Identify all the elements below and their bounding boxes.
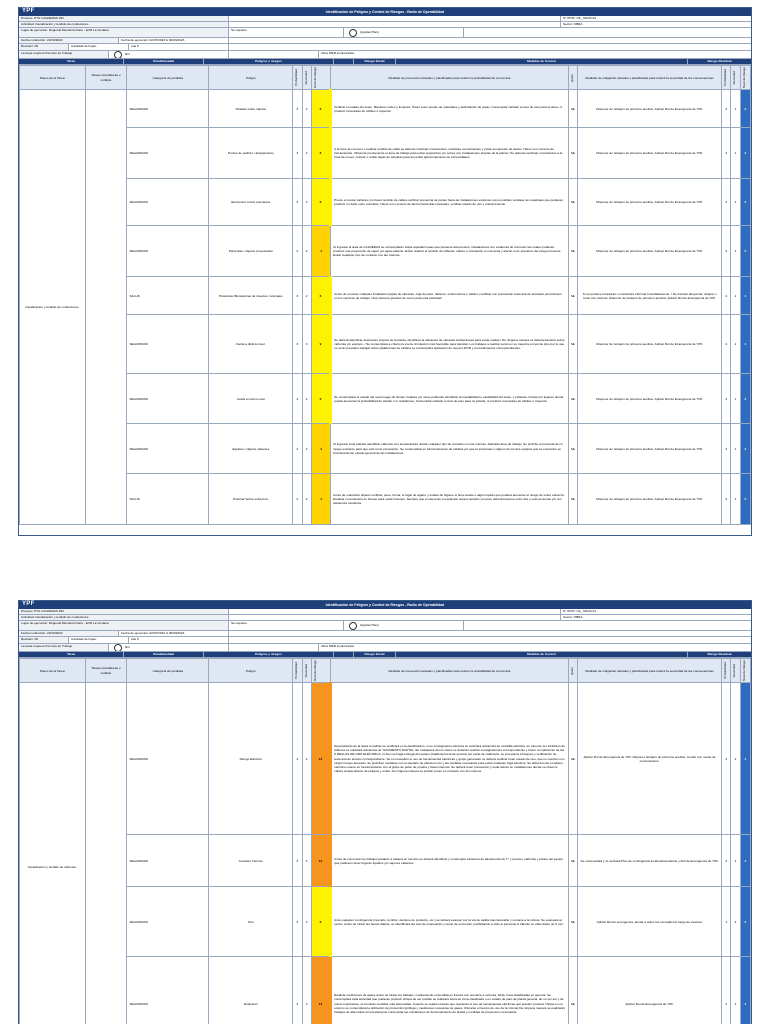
severidad-cell: 2	[302, 179, 311, 226]
col-quien: Quién	[569, 73, 574, 82]
prevencion-cell: Ante cualquier contingencia (incendio, temblor, derrame de producto, etc.) se deberá evacuar por la vía de salida más favorable y cercana a la misma. Se evacuará al sector. Antes de iniciar las tareas diarias, se identificará las vías de evacuación y punto de encuentro posibilitando a todo el personal el tránsito en ellas diario de 5 min.	[331, 887, 569, 957]
col-resp-prob-2: Probabilidad	[723, 662, 728, 679]
severidad-cell: 3	[302, 315, 311, 374]
simultaneidad-header: Simultaneidad	[124, 59, 204, 64]
residual-nivel-cell: 4	[740, 835, 750, 887]
probabilidad-cell: 3	[293, 887, 302, 957]
mitigacion-cell: Aplicar Rol de Emergencia de YPF. Disponer botiquín de primeros auxilios. Contar con medio de comunicación.	[577, 683, 721, 835]
fecha-ejecucion-2: Fecha de ejecución: 02/07/2023 & 30/03/2023	[119, 631, 229, 636]
peligro-cell: Equipos / objetos calientes	[209, 424, 293, 474]
nivel-riesgo-cell: 6	[311, 374, 330, 424]
mitigacion-cell: Disponer de botiquín de primeros auxilios. Aplicar Rol de Emergencia de YPF.	[577, 374, 721, 424]
mitigacion-cell: Disponer de botiquín de primeros auxilios. Aplicar Rol de Emergencia de YPF.	[577, 226, 721, 277]
quien-cell: SE	[568, 957, 577, 1024]
col-pasos: Pasos de la Tarea	[20, 66, 86, 90]
residual-prob-cell: 2	[722, 835, 731, 887]
categoria-cell: SEGURIDAD	[127, 957, 209, 1024]
probabilidad-cell: 3	[293, 957, 302, 1024]
risk-row	[20, 374, 751, 424]
risk-table-1	[19, 65, 751, 525]
quien-cell: SE	[568, 835, 577, 887]
residual-prob-cell: 2	[722, 179, 731, 226]
tarea-header-2: Tarea	[19, 652, 124, 657]
residual-prob-cell: 2	[722, 90, 731, 128]
riesgo-residual-header: Riesgo Residual	[707, 59, 732, 63]
mitigacion-cell: Aplicar Rol de Emergencia de YPF.	[577, 957, 721, 1024]
prevencion-cell: Antes de comenzar los trabajos paralelo a caldera en servicio se deberá identificar y contemplar cartelería de advertencia de T° y presión, cañerías y partes del equipo que pudiesen tener fuga de líquidos y/o vapores calientes.	[331, 835, 569, 887]
categoria-cell: SALUD	[127, 277, 209, 315]
title-bar	[19, 8, 751, 16]
residual-sev-cell: 1	[731, 424, 740, 474]
requiere-permiso-label: La tarea requiere Permiso de Trabajo	[19, 51, 109, 58]
permit-icon-2	[114, 644, 122, 651]
col-mitigacion-2: Medidas de mitigación actuales y planificadas para reducir la severidad de las consecuencias	[577, 659, 721, 683]
residual-prob-cell: 2	[722, 315, 731, 374]
sector-label-2: Sector: OBRA	[563, 615, 583, 619]
fecha-confeccion: Fecha confección: 22/10/2022	[19, 38, 119, 43]
task-name: Canalización y tendido de cañerías.	[20, 683, 86, 1024]
residual-sev-cell: 1	[731, 128, 740, 179]
mitigacion-cell: Disponer de botiquín de primeros auxilios. Aplicar Rol de Emergencia de YPF.	[577, 424, 721, 474]
residual-nivel-cell: 4	[740, 277, 750, 315]
requiere-permiso-label-2: La tarea requiere Permiso de Trabajo	[19, 644, 109, 651]
prevencion-cell: Dependiendo de la tarea a realizar se verificará en la planificación, si es consignación eléctrica se solicitará asistencia de cuadrilla eléctrica, en caso de ser inhibición de tableros se solicitará asistencia de YACIMIENTO DIGITAL. En cualquiera de los casos se deberán realizar consignaciones correspondiente y hacer cumplimiento de las 5 REGLAS DE ORO ELÉCTRICA, O bien se haga entrega del equipo (Caldera) fuera de servicio por parte de caldereria, se procederá a bloqueo y verificación de ausencia de tensión correspondiente. Se en necesario el uso de herramientas eléctricas y grupo generador se deberá verificar buen estado de uso, que no cuenten con ningún riesgo anexado. Se prohíben mediante con el operario de planta el uso y las medidas necesarias para evitar cualquier fuga eléctrica. Se deberá tener el tablero eléctrico cuente en funcionamiento con el golpe de pulso de prueba y fases internas. Se deberá tener precaución y estar atento en instalaciones donde se observe cables al descubierto de peligros y evitar. De ninguna manera se podrán poner en contacto con los mismos.	[331, 683, 569, 835]
severidad-cell: 2	[302, 226, 311, 277]
residual-sev-cell: 1	[731, 226, 740, 277]
residual-nivel-cell: 2	[740, 374, 750, 424]
residual-nivel-cell: 2	[740, 128, 750, 179]
revision-label-2: Revisión: 00	[19, 637, 69, 643]
fecha-ejecucion: Fecha de ejecución: 02/07/2023 & 30/03/2023	[119, 38, 229, 43]
peligro-cell: Postura/ Sobre esfuerzos.	[209, 474, 293, 525]
residual-nivel-cell: 2	[740, 424, 750, 474]
col-severidad: Severidad	[303, 70, 308, 85]
helmet-icon	[349, 29, 357, 37]
quien-cell: SE	[568, 374, 577, 424]
risk-sheet-page-1	[18, 7, 752, 536]
residual-prob-cell: 1	[722, 887, 731, 957]
categoria-cell: SEGURIDAD	[127, 424, 209, 474]
residual-sev-cell: 2	[731, 887, 740, 957]
proceso-label: Proceso: PTG CALDERAS DM	[19, 16, 229, 21]
categoria-cell: SEGURIDAD	[127, 179, 209, 226]
residual-prob-cell: 2	[722, 374, 731, 424]
risk-table-2	[19, 658, 751, 1024]
categoria-cell: SEGURIDAD	[127, 226, 209, 277]
residual-nivel-cell: 2	[740, 179, 750, 226]
probabilidad-cell: 3	[293, 90, 302, 128]
nivel-riesgo-cell: 9	[311, 315, 330, 374]
ajustar-plan-label-2: (Ajustar Plan)	[360, 622, 379, 627]
medidas-control-header-2: Medidas de Control	[396, 652, 688, 657]
severidad-cell: 3	[302, 957, 311, 1024]
quien-cell: SE	[568, 179, 577, 226]
residual-prob-cell: 2	[722, 474, 731, 525]
col-prevencion: Medidas de prevención actuales y planificadas para reducir la probabilidad de ocurrencia	[331, 66, 569, 90]
categoria-cell: SALUD	[127, 474, 209, 525]
peligro-cell: Riesgo Eléctrico	[209, 683, 293, 835]
riesgo-inicial-header: Riesgo Inicial	[354, 59, 396, 64]
prevencion-cell: Se deberá identificar desniveles propios de la planta, identificar la ubicación de cámaras subterráneas para evitar caídas / De ninguna manera se deberá transitar sobre cañerías y/o equipos. / Se contemplará a criterio la vía de circulación más favorable para transitar. Los trabajos a realizar serán en su mayoría a nivel de piso por lo que no será necesario trabajar sobre plataformas de caldera se contemplara aplicación de nuevos IPCR y procedimientos correspondientes.	[331, 315, 569, 374]
residual-sev-cell: 2	[731, 835, 740, 887]
se-requiere-label: Se requiere	[229, 28, 344, 37]
residual-sev-cell: 2	[731, 315, 740, 374]
fecha-confeccion-2: Fecha confección: 22/10/2022	[19, 631, 119, 636]
peligros-header: Peligros y riesgos	[204, 59, 334, 64]
nivel-riesgo-cell: 4	[311, 226, 330, 277]
quien-cell: SE	[568, 424, 577, 474]
risk-row	[20, 887, 751, 957]
nivel-riesgo-cell: 6	[311, 179, 330, 226]
col-categoria-2: Categoría de pérdidas	[127, 659, 209, 683]
peligros-header-2: Peligros y riesgos	[204, 652, 334, 657]
col-resp-prob: Probabilidad	[723, 69, 728, 86]
categoria-cell: SEGURIDAD	[127, 683, 209, 835]
risk-row	[20, 90, 751, 128]
probabilidad-cell: 3	[293, 128, 302, 179]
riesgo-residual-header-2: Riesgo Residual	[707, 652, 732, 656]
mitigacion-cell: Se contemplará y se activará Plan de contingencia incidente/accidente y Rol de Emergencia de YPF.	[577, 835, 721, 887]
quien-cell: SE	[568, 887, 577, 957]
cantidad-hojas: Cantidad de hojas:	[69, 44, 129, 50]
prevencion-cell: Previo a montar cañeries y/o hacer tendido de cables verificar presencia de partes fuera de instalaciones existente como posibles véndase de materiales que pudiesen producir un daño corto punzante. Hacer uso correcto de las herramientas manuales, verificar estado de uso y mantenimiento.	[331, 179, 569, 226]
nivel-riesgo-cell: 12	[311, 683, 330, 835]
peligro-cell: Explosión	[209, 957, 293, 1024]
probabilidad-cell: 3	[293, 683, 302, 835]
ajustar-plan-label: (Ajustar Plan)	[360, 29, 379, 34]
categoria-cell: SEGURIDAD	[127, 90, 209, 128]
residual-sev-cell: 2	[731, 957, 740, 1024]
categoria-cell: SEGURIDAD	[127, 315, 209, 374]
probabilidad-cell: 3	[293, 315, 302, 374]
title-bar-2	[19, 601, 751, 609]
severidad-cell: 2	[302, 424, 311, 474]
ipok-number: N° IPOK: CIL_SSOS-01	[563, 16, 597, 20]
probabilidad-cell: 3	[293, 277, 302, 315]
col-resp-sev: Severidad	[732, 70, 737, 85]
risk-row	[20, 474, 751, 525]
risk-row	[20, 957, 751, 1024]
residual-nivel-cell: 4	[740, 315, 750, 374]
probabilidad-cell: 2	[293, 474, 302, 525]
col-nivel-2: Nivel de Riesgo	[312, 660, 317, 682]
peligro-cell: Caída a mismo nivel	[209, 374, 293, 424]
severidad-cell: 2	[302, 128, 311, 179]
peligro-cell: Puntos de pellizco / atrapamiento	[209, 128, 293, 179]
residual-sev-cell: 1	[731, 374, 740, 424]
risk-row	[20, 683, 751, 835]
mitigacion-cell: Disponer de botiquín de primeros auxilios. Aplicar Rol de Emergencia de YPF.	[577, 474, 721, 525]
risk-sheet-page-2	[18, 600, 752, 1024]
prevencion-cell: Antes de remover cualquier instalación (tapas de cámaras, caja de paso, tableros, instrumentos o cables ) verificar con precaución ausencia de animales ponzoñosos en los sectores de trabajo. Usar siempre guantes de cuero para esta actividad.	[331, 277, 569, 315]
ipok-number-2: N° IPOK: CIL_SSOS-01	[563, 609, 597, 613]
tareas-simultaneas-cell	[85, 683, 127, 1024]
col-tareas-simultaneas-2: Tareas simultáneas o múltiple	[85, 659, 127, 683]
nivel-riesgo-cell: 6	[311, 887, 330, 957]
permiso-value: NO	[125, 51, 130, 56]
residual-nivel-cell: 4	[740, 683, 750, 835]
severidad-cell: 2	[302, 374, 311, 424]
risk-row	[20, 424, 751, 474]
col-quien-2: Quién	[569, 666, 574, 675]
col-peligro: Peligro	[209, 66, 293, 90]
residual-prob-cell: 2	[722, 424, 731, 474]
nivel-riesgo-cell: 6	[311, 277, 330, 315]
quien-cell: SE	[568, 315, 577, 374]
severidad-cell: 2	[302, 90, 311, 128]
risk-row	[20, 128, 751, 179]
risk-row	[20, 277, 751, 315]
prevencion-cell: Realizar mediciones de gases antes de iniciar los trabajos, manteniendo encendida en frentes con cercanía a ventosa, brida, línea clasificadas en general. Se contemplará toda actividad que pudieran producir chispa de ser posible se realizará fuera de zona clasificada o en estado de paro de planta general, de no ser así y de suma importancia, se tomarán medidas más adecuadas. Cuando se realicen tareas que requieran el uso de herramientas eléctricas que pueden producir chispa en su entorno se contemplará la utilización de protección ignífuga y mediciones sucesivas de gases. (Durante el tiempo de uso de la misma) De ninguna manera se realizarán trabajos de alta índole sin previamente contemplar las condiciones de funcionamiento de planta y medidas de prevención necesarias.	[331, 957, 569, 1024]
quien-cell: SE	[568, 90, 577, 128]
helmet-icon-2	[349, 622, 357, 630]
peligro-cell: Caída a distinto nivel.	[209, 315, 293, 374]
residual-nivel-cell: 2	[740, 474, 750, 525]
sheet-title: Identificación de Peligros y Control de Riesgos - Radio de Operabilidad	[325, 9, 445, 14]
residual-nivel-cell: 2	[740, 90, 750, 128]
prevencion-cell: Al ingresar a las plantas identificar cañerías con temperaturas. Evitar cualquier tipo de contacto con las mismas. Delimitar área de trabajo. Se prohíbe al personal de mi riesgo existente para que este tome precaución. Se contemplará en funcionamiento de caldera y/o sea en ponérselo o alguno de los dos equipos que se encuentre en funcionamiento estado general de las instalaciones.	[331, 424, 569, 474]
tareas-simultaneas-cell	[85, 90, 127, 525]
se-requiere-label-2: Se requiere	[229, 621, 344, 630]
mitigacion-cell: Disponer de botiquín de primeros auxilios. Aplicar Rol de Emergencia de YPF.	[577, 90, 721, 128]
categoria-cell: SEGURIDAD	[127, 887, 209, 957]
nivel-riesgo-cell: 4	[311, 474, 330, 525]
probabilidad-cell: 3	[293, 835, 302, 887]
permit-icon	[114, 51, 122, 58]
col-nivel: Nivel de Riesgo	[312, 67, 317, 89]
risk-row	[20, 179, 751, 226]
col-pasos-2: Pasos de la Tarea	[20, 659, 86, 683]
mitigacion-cell: Aplicar Rol de emergencia, alertar a todos los compañeros luego de evacuar.	[577, 887, 721, 957]
peligro-cell: Contacto Térmico	[209, 835, 293, 887]
quien-cell: SE	[568, 226, 577, 277]
col-probabilidad-2: Probabilidad	[294, 662, 299, 679]
risk-row	[20, 226, 751, 277]
peligro-cell: Picaduras /Mordeduras de insectos / animales	[209, 277, 293, 315]
mitigacion-cell: Disponer de botiquín de primeros auxilios. Aplicar Rol de Emergencia de YPF.	[577, 128, 721, 179]
residual-nivel-cell: 2	[740, 226, 750, 277]
col-mitigacion: Medidas de mitigación actuales y planificadas para reducir la severidad de las consecuencias	[577, 66, 721, 90]
tarea-header: Tarea	[19, 59, 124, 64]
actividad-label: Actividad: Canalización y tendido de conductores	[19, 22, 229, 27]
severidad-cell: 4	[302, 835, 311, 887]
residual-sev-cell: 2	[731, 277, 740, 315]
actividad-label-2: Actividad: Canalización y tendido de conductores	[19, 615, 229, 620]
riesgo-inicial-header-2: Riesgo Inicial	[354, 652, 396, 657]
ypf-logo-2: YPF	[22, 601, 35, 608]
sheet-title-2: Identificación de Peligros y Control de Riesgos - Radio de Operabilidad	[325, 602, 445, 607]
nivel-riesgo-cell: 12	[311, 957, 330, 1024]
residual-sev-cell: 1	[731, 179, 740, 226]
medidas-control-header: Medidas de Control	[396, 59, 688, 64]
probabilidad-cell: 3	[293, 179, 302, 226]
residual-nivel-cell: 4	[740, 957, 750, 1024]
quien-cell: SE	[568, 474, 577, 525]
col-tareas-simultaneas: Tareas simultáneas o múltiple	[85, 66, 127, 90]
nivel-riesgo-cell: 4	[311, 424, 330, 474]
residual-prob-cell: 2	[722, 683, 731, 835]
proceso-label-2: Proceso: PTG CALDERAS DM	[19, 609, 229, 614]
task-name: Canalización y tendido de conductores.	[20, 90, 86, 525]
col-categoria: Categoría de pérdidas	[127, 66, 209, 90]
categoria-cell: SEGURIDAD	[127, 835, 209, 887]
severidad-cell: 2	[302, 474, 311, 525]
obra-iper-label-2: Obra IPER involucrados	[321, 644, 355, 648]
col-resp-sev-2: Severidad	[732, 663, 737, 678]
risk-row	[20, 315, 751, 374]
prevencion-cell: Antes de manipular objetos verificar, peso, forma, el lugar de agarre y estado de higiene si tiene aceite o algún líquido que pudiera aumentar el riesgo de sobre esfuerzo. Realizar movimientos en bloque para evitar lesiones. Siempre que el elemento a manipular supere tamaño y/o peso deberá hacerse entre dos o más personas y/o con asistencia mecánica.	[331, 474, 569, 525]
categoria-cell: SEGURIDAD	[127, 374, 209, 424]
severidad-cell: 4	[302, 683, 311, 835]
lugar-label: Lugar de ejecución: Regional Mendoza Norte - EVR La Ventana	[19, 28, 229, 37]
residual-prob-cell: 2	[722, 277, 731, 315]
quien-cell: SE	[568, 128, 577, 179]
prevencion-cell: Se contemplará el estado del suelo luego de lluvias, heladas y/o nieve pudiendo identificar la inestabilidad o estabilidad del suelo, y evitando circular por lugares donde pueda aumentar la probabilidad de caídas o /o resbalones. Contemplar calzado a nivel de piso para no pisarla, ni producir torceduras de tobillos o tropezón.	[331, 374, 569, 424]
peligro-cell: Partículas / objetos proyectados	[209, 226, 293, 277]
col-prevencion-2: Medidas de prevención actuales y planificadas para reducir la probabilidad de ocurrencia	[331, 659, 569, 683]
mitigacion-cell: Disponer de botiquín de primeros auxilios. Aplicar Rol de Emergencia de YPF.	[577, 315, 721, 374]
col-resp-nivel: Nivel de Riesgo	[741, 67, 746, 89]
residual-sev-cell: 1	[731, 474, 740, 525]
col-peligro-2: Peligro	[209, 659, 293, 683]
revision-label: Revisión: 00	[19, 44, 69, 50]
residual-prob-cell: 2	[722, 226, 731, 277]
residual-prob-cell: 2	[722, 128, 731, 179]
probabilidad-cell: 2	[293, 424, 302, 474]
prevencion-cell: Verificar el estado del suelo. Mantener orden y limpieza. Hacer buen acopio de materiales y delimitación de áreas. Contemplar calzado a nivel de piso para la tarea, ni producir torceduras de tobillos o tropezón.	[331, 90, 569, 128]
hoja-number: 1de 5	[129, 44, 229, 50]
nivel-riesgo-cell: 6	[311, 90, 330, 128]
mitigacion-cell: Disponer de botiquín de primeros auxilios. Aplicar Rol de Emergencia de YPF.	[577, 179, 721, 226]
residual-sev-cell: 2	[731, 683, 740, 835]
quien-cell: SE	[568, 683, 577, 835]
peligro-cell: Elementos cortos punzantes	[209, 179, 293, 226]
probabilidad-cell: 2	[293, 226, 302, 277]
cantidad-hojas-2: Cantidad de hojas:	[69, 637, 129, 643]
obra-iper-label: Obra IPER involucrados	[321, 51, 355, 55]
col-resp-nivel-2: Nivel de Riesgo	[741, 660, 746, 682]
severidad-cell: 2	[302, 277, 311, 315]
ypf-logo: YPF	[22, 8, 35, 15]
peligro-cell: Otro	[209, 887, 293, 957]
quien-cell: SE	[568, 277, 577, 315]
mitigacion-cell: Si se produce picaduras o mordedura informar inmediatamente. / No intentar ahuyentar, atrapar o tocar sus mismas. Disponer de botiquín de primeros auxilios. Aplicar Rol de Emergencia de YPF.	[577, 277, 721, 315]
permiso-value-2: NO	[125, 644, 130, 649]
simultaneidad-header-2: Simultaneidad	[124, 652, 204, 657]
nivel-riesgo-cell: 12	[311, 835, 330, 887]
peligro-cell: Pisadas sobre objetos	[209, 90, 293, 128]
nivel-riesgo-cell: 6	[311, 128, 330, 179]
hoja-number-2: 2de 5	[129, 637, 229, 643]
severidad-cell: 2	[302, 887, 311, 957]
risk-row	[20, 835, 751, 887]
col-severidad-2: Severidad	[303, 663, 308, 678]
probabilidad-cell: 3	[293, 374, 302, 424]
sector-label: Sector: OBRA	[563, 22, 583, 26]
categoria-cell: SEGURIDAD	[127, 128, 209, 179]
residual-nivel-cell: 2	[740, 887, 750, 957]
residual-prob-cell: 2	[722, 957, 731, 1024]
col-probabilidad: Probabilidad	[294, 69, 299, 86]
lugar-label-2: Lugar de ejecución: Regional Mendoza Norte - EVR La Ventana	[19, 621, 229, 630]
residual-sev-cell: 1	[731, 90, 740, 128]
prevencion-cell: Al ingresar al área de CALDERAS se contemplarán todas aquellas líneas que presente alta presión, instalaciones con evidencia de corrosión las cuales pudieran producir una proyección de vapor y/o agua caliente. Evitar realizar el tendido de cañeras, cables o circulación en cercanía y alertar a los operarios del riesgo presente. Evitar cualquier tipo de contacto con las mismas.	[331, 226, 569, 277]
prevencion-cell: A la hora de remover o realizar tendido de cable se deberá coordinar movimientos, mediante comunicación y evitar así apretón de dedos. Hacer uso correcto de herramientas. Observar previamente el área de trabajo para evitar enganches y/o cortes con instalaciones propias de la planta / Se deberá coordinar movimientos a la hora de mover, colocar o retirar tapas de cámaras para así evitar aprisionamiento de extremidades.	[331, 128, 569, 179]
